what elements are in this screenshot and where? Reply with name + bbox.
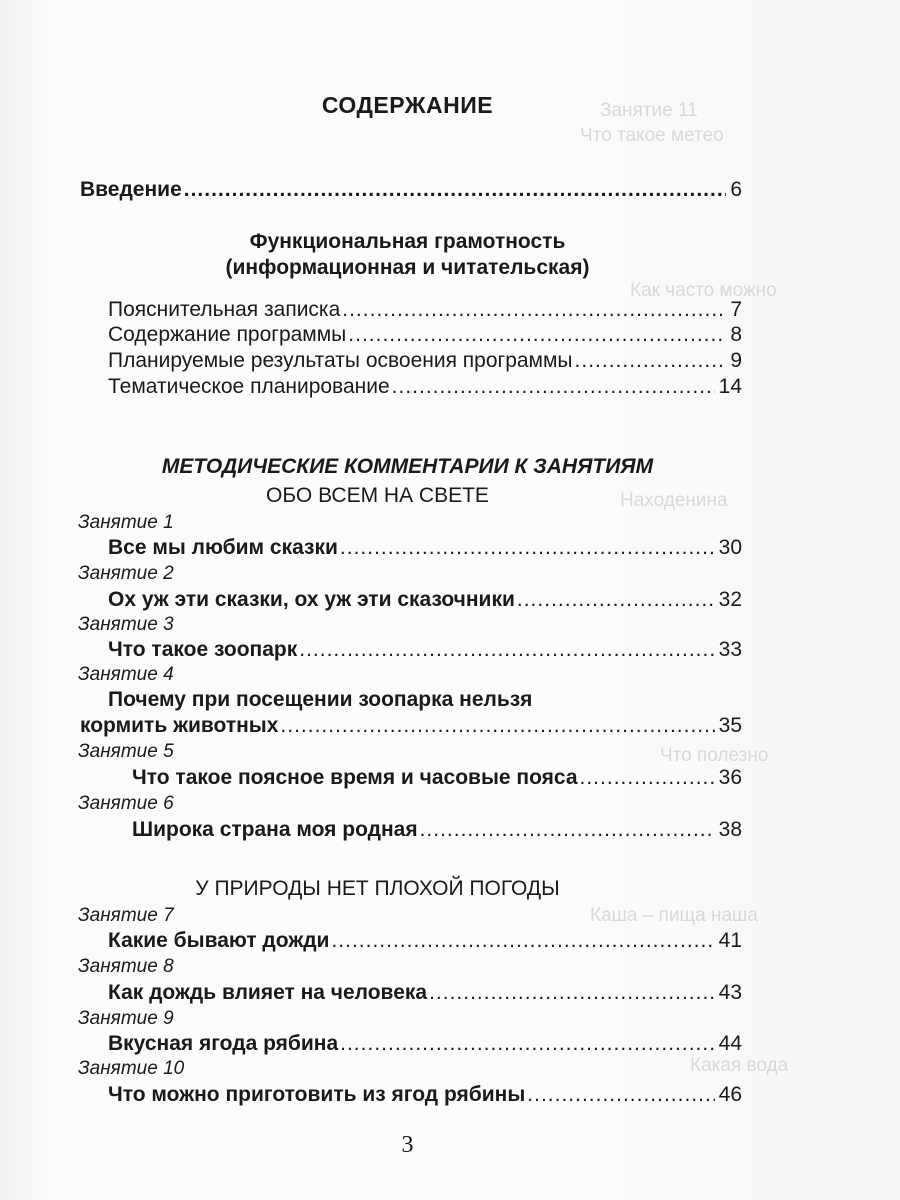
- lesson-number: Занятие 3: [78, 614, 174, 635]
- toc-entry: [108, 1032, 742, 1056]
- leader-dots: [340, 536, 715, 560]
- show-through-text: Что такое метео: [580, 125, 724, 146]
- leader-dots: [348, 323, 726, 347]
- lesson-number: Занятие 5: [78, 741, 174, 762]
- toc-entry-label: Ох уж эти сказки, ох уж эти сказочники: [108, 588, 515, 611]
- toc-entry-label: Что можно приготовить из ягод рябины: [108, 1083, 526, 1106]
- show-through-text: Какая вода: [690, 1055, 789, 1076]
- toc-entry: [132, 766, 742, 790]
- leader-dots: [299, 638, 714, 662]
- toc-entry-label: Широка страна моя родная: [132, 818, 418, 841]
- toc-entry-intro: [80, 178, 742, 202]
- toc-entry: [108, 929, 742, 953]
- lesson-number: Занятие 2: [78, 563, 174, 584]
- topic-heading: У ПРИРОДЫ НЕТ ПЛОХОЙ ПОГОДЫ: [195, 877, 560, 900]
- toc-entry-page: 44: [718, 1032, 742, 1055]
- lesson-number: Занятие 1: [78, 512, 174, 533]
- toc-entry-page: 14: [718, 375, 742, 398]
- lesson-number: Занятие 6: [78, 793, 174, 814]
- leader-dots: [420, 818, 715, 842]
- toc-entry-page: 6: [730, 178, 742, 201]
- show-through-text: Что полезно: [660, 745, 769, 766]
- leader-dots: [517, 588, 715, 612]
- toc-entry-page: 38: [718, 818, 742, 841]
- toc-entry: [108, 298, 742, 322]
- toc-entry: [80, 714, 742, 738]
- toc-entry-label: Все мы любим сказки: [108, 536, 338, 559]
- toc-entry-label: Тематическое планирование: [108, 375, 390, 398]
- toc-entry-page: 7: [730, 298, 742, 321]
- toc-entry-page: 8: [730, 323, 742, 346]
- leader-dots: [392, 375, 715, 399]
- toc-entry-page: 9: [730, 349, 742, 372]
- section-heading: (информационная и читательская): [225, 256, 590, 279]
- leader-dots: [184, 178, 727, 202]
- toc-entry-label: Что такое зоопарк: [108, 638, 298, 661]
- leader-dots: [280, 714, 714, 738]
- leader-dots: [331, 929, 714, 953]
- topic-heading: ОБО ВСЕМ НА СВЕТЕ: [266, 484, 489, 507]
- lesson-number: Занятие 7: [78, 905, 174, 926]
- section-heading: Функциональная грамотность: [249, 230, 566, 253]
- lesson-number: Занятие 9: [78, 1008, 174, 1029]
- toc-entry: [108, 375, 742, 399]
- page-number: 3: [401, 1132, 414, 1158]
- toc-entry: [108, 981, 742, 1005]
- leader-dots: [342, 298, 726, 322]
- toc-entry-label: Введение: [80, 178, 182, 201]
- toc-entry-page: 32: [718, 588, 742, 611]
- toc-entry-page: 36: [718, 766, 742, 789]
- toc-entry-label: Что такое поясное время и часовые пояса: [132, 766, 578, 789]
- toc-entry-label: Планируемые результаты освоения программы: [108, 349, 573, 372]
- toc-entry-page: 46: [718, 1083, 742, 1106]
- show-through-text: Находенина: [620, 490, 728, 511]
- section-heading: МЕТОДИЧЕСКИЕ КОММЕНТАРИИ К ЗАНЯТИЯМ: [161, 455, 654, 478]
- toc-entry-page: 30: [718, 536, 742, 559]
- toc-entry: [108, 323, 742, 347]
- lesson-number: Занятие 10: [78, 1058, 185, 1079]
- toc-entry-label: Какие бывают дожди: [108, 929, 330, 952]
- show-through-text: Как часто можно: [630, 280, 777, 301]
- toc-entry: [108, 588, 742, 612]
- toc-entry-label: Содержание программы: [108, 323, 347, 346]
- toc-entry: [108, 536, 742, 560]
- toc-entry-label: кормить животных: [80, 714, 279, 737]
- toc-entry: [132, 818, 742, 842]
- leader-dots: [340, 1032, 715, 1056]
- leader-dots: [429, 981, 715, 1005]
- toc-entry-page: 33: [718, 638, 742, 661]
- toc-entry: [108, 638, 742, 662]
- toc-entry-label: Пояснительная записка: [108, 298, 341, 321]
- toc-entry-page: 41: [718, 929, 742, 952]
- lesson-number: Занятие 8: [78, 956, 174, 977]
- toc-entry-page: 35: [718, 714, 742, 737]
- toc-entry: [108, 349, 742, 373]
- leader-dots: [575, 349, 727, 373]
- toc-entry-label: Вкусная ягода рябина: [108, 1032, 339, 1055]
- toc-entry-page: 43: [718, 981, 742, 1004]
- show-through-text: Занятие 11: [600, 100, 698, 121]
- lesson-number: Занятие 4: [78, 664, 174, 685]
- toc-entry-label: Как дождь влияет на человека: [108, 981, 428, 1004]
- leader-dots: [580, 766, 715, 790]
- contents-title: СОДЕРЖАНИЕ: [321, 92, 494, 118]
- toc-entry: [108, 1083, 742, 1107]
- show-through-text: Каша – пища наша: [590, 905, 758, 926]
- toc-entry-label-line1: Почему при посещении зоопарка нельзя: [108, 688, 533, 711]
- leader-dots: [527, 1083, 714, 1107]
